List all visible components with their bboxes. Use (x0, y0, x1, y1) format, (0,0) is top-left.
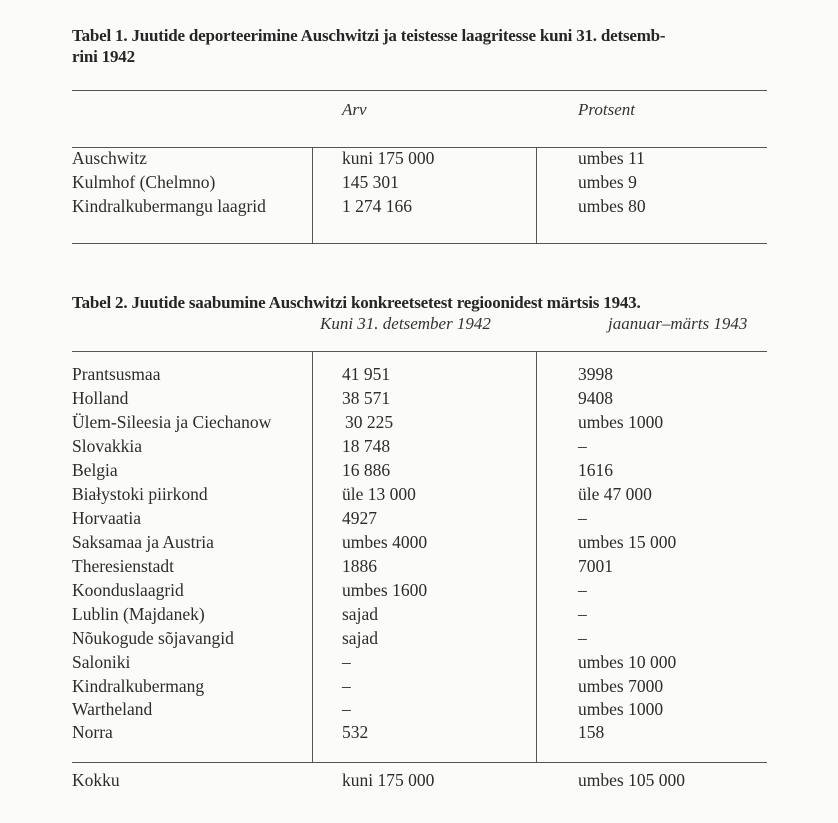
table-row (0, 578, 838, 602)
row-region: Norra (72, 722, 113, 742)
table-2-total-rule (72, 762, 767, 763)
row-jan-mar-1943: – (578, 580, 587, 600)
row-jan-mar-1943: umbes 7000 (578, 676, 664, 696)
row-region: Theresienstadt (72, 556, 175, 576)
row-name: Kulmhof (Chelmno) (72, 172, 216, 192)
table-2-header-jan-mar-1943: jaanuar–märts 1943 (608, 314, 748, 333)
table-row (0, 554, 838, 578)
row-until-1942: umbes 4000 (342, 532, 428, 552)
row-region: Slovakkia (72, 436, 142, 456)
table-row (0, 720, 838, 744)
row-jan-mar-1943: – (578, 436, 587, 456)
table-row (0, 386, 838, 410)
row-jan-mar-1943: umbes 10 000 (578, 652, 677, 672)
row-until-1942: sajad (342, 604, 378, 624)
row-until-1942: sajad (342, 628, 378, 648)
row-until-1942: üle 13 000 (342, 484, 416, 504)
table-row (0, 482, 838, 506)
row-until-1942: – (342, 699, 351, 719)
row-name: Auschwitz (72, 148, 147, 168)
table-2-caption: Tabel 2. Juutide saabumine Auschwitzi konkreetsetest regioonidest märtsis 1943. (72, 293, 641, 312)
row-until-1942: 41 951 (342, 364, 391, 384)
table-row (0, 434, 838, 458)
row-percent: umbes 80 (578, 196, 646, 216)
row-percent: umbes 11 (578, 148, 645, 168)
row-jan-mar-1943: 9408 (578, 388, 613, 408)
row-until-1942: 1886 (342, 556, 377, 576)
row-until-1942: 16 886 (342, 460, 391, 480)
row-until-1942: 38 571 (342, 388, 391, 408)
row-percent: umbes 9 (578, 172, 637, 192)
row-region: Białystoki piirkond (72, 484, 208, 504)
row-until-1942: – (342, 676, 351, 696)
row-jan-mar-1943: 158 (578, 722, 605, 742)
table-1-bottom-rule (72, 243, 767, 244)
row-until-1942: 532 (342, 722, 369, 742)
table-1-caption-line-2: rini 1942 (72, 47, 135, 66)
table-1-header-percent: Protsent (578, 100, 635, 119)
table-2-header-until-1942: Kuni 31. detsember 1942 (320, 314, 491, 333)
total-jan-mar-1943: umbes 105 000 (578, 770, 685, 790)
table-row (0, 170, 838, 194)
table-row (0, 410, 838, 434)
row-count: kuni 175 000 (342, 148, 435, 168)
row-region: Ülem-Sileesia ja Ciechanow (72, 412, 272, 432)
total-until-1942: kuni 175 000 (342, 770, 435, 790)
row-count: 1 274 166 (342, 196, 412, 216)
total-label: Kokku (72, 770, 120, 790)
row-count: 145 301 (342, 172, 399, 192)
row-region: Koonduslaagrid (72, 580, 184, 600)
row-jan-mar-1943: umbes 15 000 (578, 532, 677, 552)
row-until-1942: – (342, 652, 351, 672)
table-row (0, 194, 838, 218)
row-region: Kindralkubermang (72, 676, 205, 696)
row-jan-mar-1943: – (578, 508, 587, 528)
table-row (0, 674, 838, 698)
row-region: Lublin (Majdanek) (72, 604, 205, 624)
row-region: Holland (72, 388, 129, 408)
table-row (0, 650, 838, 674)
table-1-top-rule (72, 90, 767, 91)
row-jan-mar-1943: üle 47 000 (578, 484, 652, 504)
table-row (0, 146, 838, 170)
row-region: Wartheland (72, 699, 153, 719)
table-row (0, 506, 838, 530)
row-jan-mar-1943: 3998 (578, 364, 613, 384)
row-jan-mar-1943: 1616 (578, 460, 613, 480)
row-until-1942: 4927 (342, 508, 377, 528)
row-region: Saloniki (72, 652, 131, 672)
row-region: Saksamaa ja Austria (72, 532, 214, 552)
row-region: Prantsusmaa (72, 364, 161, 384)
row-region: Nõukogude sõjavangid (72, 628, 234, 648)
row-until-1942: 30 225 (345, 412, 394, 432)
table-total-row (0, 768, 838, 792)
table-row (0, 602, 838, 626)
row-until-1942: umbes 1600 (342, 580, 428, 600)
row-jan-mar-1943: – (578, 604, 587, 624)
table-row (0, 626, 838, 650)
table-row (0, 530, 838, 554)
row-jan-mar-1943: umbes 1000 (578, 699, 664, 719)
table-1-caption-line-1: Tabel 1. Juutide deporteerimine Auschwitzi ja teistesse laagritesse kuni 31. detsemb- (72, 26, 666, 45)
row-jan-mar-1943: 7001 (578, 556, 613, 576)
row-until-1942: 18 748 (342, 436, 391, 456)
table-1-header-count: Arv (342, 100, 367, 119)
table-row (0, 362, 838, 386)
table-2-header-rule (72, 351, 767, 352)
row-jan-mar-1943: umbes 1000 (578, 412, 664, 432)
table-row (0, 458, 838, 482)
row-region: Horvaatia (72, 508, 141, 528)
row-region: Belgia (72, 460, 118, 480)
row-jan-mar-1943: – (578, 628, 587, 648)
table-row (0, 697, 838, 721)
row-name: Kindralkubermangu laagrid (72, 196, 266, 216)
